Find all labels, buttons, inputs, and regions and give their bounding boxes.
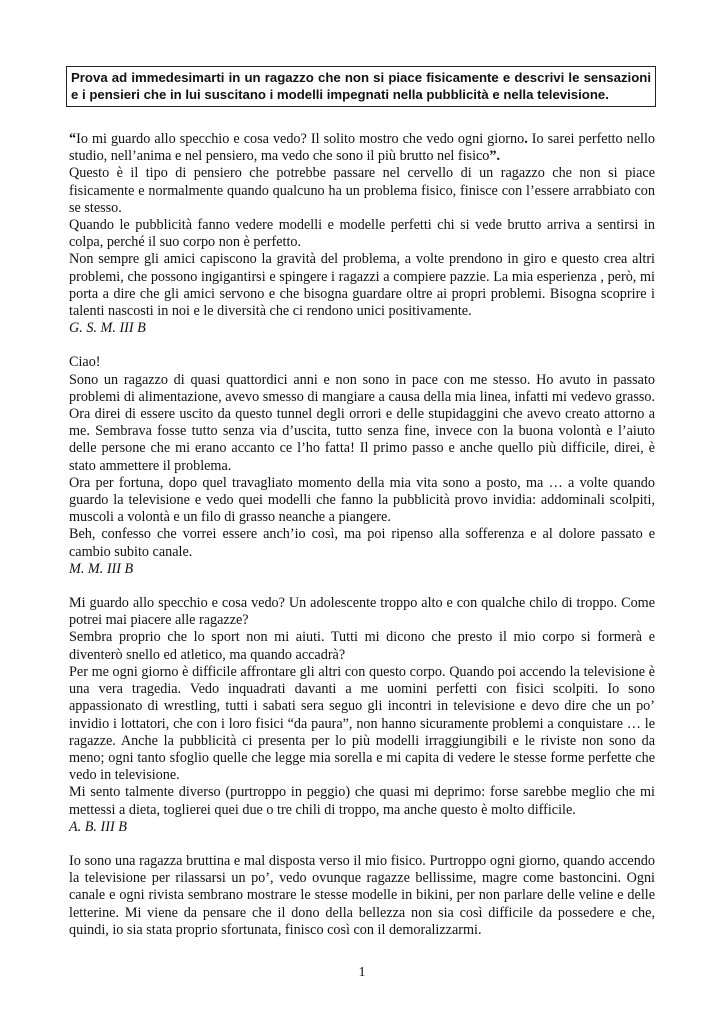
paragraph: Questo è il tipo di pensiero che potrebbe passare nel cervello di un ragazzo che non si piace fisicamente e normalmente quando qualcuno ha un problema fisico, finisce con l’essere arrabbiato con se stesso. bbox=[69, 165, 655, 216]
paragraph: Mi guardo allo specchio e cosa vedo? Un adolescente troppo alto e con qualche chilo di troppo. Come potrei mai piacere alle ragazze? bbox=[69, 595, 655, 629]
section-spacer bbox=[69, 578, 655, 595]
essay-section-3 bbox=[69, 595, 655, 836]
paragraph: Ora per fortuna, dopo quel travagliato momento della mia vita sono a posto, ma … a volte quando guardo la televisione e vedo quei modelli che fanno la pubblicità provo invidia: addominali scolpiti, muscoli a volontà e un filo di grasso neanche a piangere. bbox=[69, 474, 655, 526]
page-number: 1 bbox=[358, 965, 366, 980]
author-signature: G. S. M. III B bbox=[69, 320, 146, 337]
section-spacer bbox=[69, 337, 655, 354]
paragraph: Quando le pubblicità fanno vedere modelli e modelle perfetti chi si vede brutto arriva a sentirsi in colpa, perché il suo corpo non è perfetto. bbox=[69, 217, 655, 251]
assignment-prompt-box bbox=[66, 66, 656, 107]
essay-content bbox=[69, 131, 655, 939]
quote-continuation: Io sarei perfetto nello studio, nell’anima e nel pensiero, ma vedo che sono il più brutto nel fisico bbox=[69, 131, 655, 165]
paragraph: Io sono una ragazza bruttina e mal disposta verso il mio fisico. Purtroppo ogni giorno, quando accendo la televisione per rilassarsi un po’, vedo ovunque ragazze bellissime, magre come bastoncini. Ogni canale e ogni rivista sembrano mostrare le stesse modelle in bikini, per non parlare delle veline e delle letterine. Mi viene da pensare che il dono della bellezza non sia così difficile da possedere e che, quindi, io sia stata proprio sfortunata, finisco così con il demoralizzarmi. bbox=[69, 852, 655, 938]
opening-quote-paragraph bbox=[69, 131, 655, 165]
author-signature: M. M. III B bbox=[69, 560, 134, 577]
quote-open-mark: “ bbox=[69, 131, 77, 147]
quote-bold-dot: . bbox=[524, 131, 528, 147]
paragraph: Ciao! bbox=[69, 354, 101, 371]
section-spacer bbox=[69, 836, 655, 853]
paragraph: Sembra proprio che lo sport non mi aiuti. Tutti mi dicono che presto il mio corpo si formerà e diventerò snello ed atletico, ma quando accadrà? bbox=[69, 629, 655, 663]
essay-section-1 bbox=[69, 131, 655, 337]
quote-text: Io mi guardo allo specchio e cosa vedo? Il solito mostro che vedo ogni giorno bbox=[76, 131, 525, 147]
paragraph: Beh, confesso che vorrei essere anch’io così, ma poi ripenso alla sofferenza e al dolore passato e cambio subito canale. bbox=[69, 526, 655, 560]
essay-section-4 bbox=[69, 853, 655, 939]
author-signature: A. B. III B bbox=[69, 818, 127, 835]
essay-section-2 bbox=[69, 354, 655, 578]
quote-close-mark: ”. bbox=[489, 148, 501, 165]
paragraph: Mi sento talmente diverso (purtroppo in peggio) che quasi mi deprimo: forse sarebbe meglio che mi mettessi a dieta, toglierei quei due o tre chili di troppo, ma anche questo è molto difficile. bbox=[69, 784, 655, 818]
paragraph: Non sempre gli amici capiscono la gravità del problema, a volte prendono in giro e questo crea altri problemi, che possono ingigantirsi e spingere i ragazzi a compiere pazzie. La mia esperienza , però, mi porta a dire che gli amici servono e che bisogna guardare oltre ai propri problemi. Bisogna scoprire i talenti nascosti in noi e le diversità che ci rendono unici positivamente. bbox=[69, 251, 655, 320]
paragraph: Sono un ragazzo di quasi quattordici anni e non sono in pace con me stesso. Ho avuto in passato problemi di alimentazione, avevo smesso di mangiare a causa della mia linea, infatti mi vedevo grasso. Ora direi di essere uscito da questo tunnel degli orrori e delle stupidaggini che avevo creato attorno a me. Sembrava fosse tutto senza via d’uscita, tutto senza fine, invece con la buona volontà e l’aiuto delle persone che mi erano accanto ce l’ho fatta! Il primo passo e anche quello più difficile, direi, è stato ammettere il problema. bbox=[69, 371, 655, 474]
assignment-prompt-text: Prova ad immedesimarti in un ragazzo che non si piace fisicamente e descrivi le sensazioni e i pensieri che in lui suscitano i modelli impegnati nella pubblicità e nella televisione. bbox=[71, 70, 651, 102]
paragraph: Per me ogni giorno è difficile affrontare gli altri con questo corpo. Quando poi accendo la televisione è una vera tragedia. Vedo inquadrati davanti a me uomini perfetti con fisici scolpiti. Io sono appassionato di wrestling, tutti i sabati sera seguo gli incontri in televisione e devo dire che un po’ invidio i lottatori, che con i loro fisici “da paura”, non hanno sicuramente problemi a conquistare … le ragazze. Anche la pubblicità ci presenta per lo più modelli irraggiungibili e le riviste non sono da meno; ogni tanto sfoglio quelle che legge mia sorella e mi capita di vedere le stesse forme perfette che vedo in televisione. bbox=[69, 663, 655, 784]
